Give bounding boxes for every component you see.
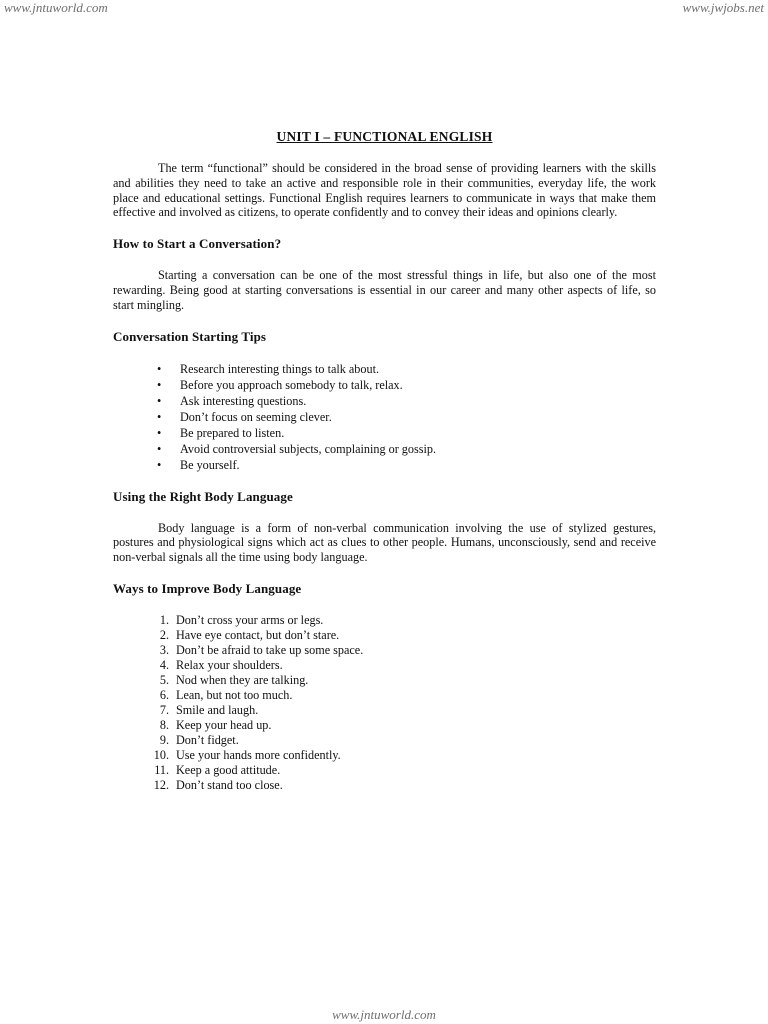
list-item-number: 2. bbox=[159, 627, 169, 642]
list-item-number: 12. bbox=[153, 777, 169, 792]
bullet-icon: • bbox=[157, 425, 162, 440]
watermark-top-left: www.jntuworld.com bbox=[4, 0, 108, 15]
list-item-text: Don’t focus on seeming clever. bbox=[180, 409, 332, 424]
list-item bbox=[113, 673, 656, 688]
improve-body-language-list bbox=[113, 613, 656, 793]
list-item bbox=[113, 778, 656, 793]
list-item bbox=[113, 733, 656, 748]
intro-paragraph: The term “functional” should be considered in the broad sense of providing learners with the skills and abilities they need to take an active and responsible role in their communities, everyday life, the work place and educational settings. Functional English requires learners to communicate in ways that make them effective and involved as citizens, to operate confidently and to convey their ideas and opinions clearly. bbox=[113, 161, 656, 220]
list-item-number: 8. bbox=[159, 717, 169, 732]
list-item-number: 3. bbox=[159, 642, 169, 657]
list-item bbox=[157, 457, 656, 473]
bullet-icon: • bbox=[157, 377, 162, 392]
list-item-number: 5. bbox=[159, 672, 169, 687]
list-item bbox=[113, 718, 656, 733]
bullet-icon: • bbox=[157, 441, 162, 456]
section-heading-start-conversation: How to Start a Conversation? bbox=[113, 236, 282, 252]
body-language-paragraph: Body language is a form of non-verbal communication involving the use of stylized gestures, postures and physiological signs which act as clues to other people. Humans, unconsciously, send and receive non-verbal signals all the time using body language. bbox=[113, 520, 656, 565]
list-item-text: Don’t stand too close. bbox=[176, 777, 283, 792]
list-item-text: Smile and laugh. bbox=[176, 702, 259, 717]
list-item-number: 4. bbox=[159, 657, 169, 672]
list-item-text: Before you approach somebody to talk, relax. bbox=[180, 377, 403, 392]
list-item-text: Don’t fidget. bbox=[176, 732, 239, 747]
list-item bbox=[113, 613, 656, 628]
section-heading-improve-body-language: Ways to Improve Body Language bbox=[113, 580, 302, 596]
watermark-bottom: www.jntuworld.com bbox=[332, 1007, 436, 1022]
list-item-text: Don’t be afraid to take up some space. bbox=[176, 642, 364, 657]
list-item bbox=[157, 441, 656, 457]
list-item-number: 11. bbox=[154, 762, 169, 777]
list-item-text: Keep your head up. bbox=[176, 717, 272, 732]
list-item bbox=[113, 748, 656, 763]
list-item-text: Keep a good attitude. bbox=[176, 762, 281, 777]
list-item-text: Have eye contact, but don’t stare. bbox=[176, 627, 340, 642]
list-item bbox=[113, 658, 656, 673]
watermark-top-right: www.jwjobs.net bbox=[682, 0, 764, 15]
list-item bbox=[113, 643, 656, 658]
list-item-text: Ask interesting questions. bbox=[180, 393, 307, 408]
list-item-text: Avoid controversial subjects, complaining or gossip. bbox=[180, 441, 437, 456]
section-heading-conversation-tips: Conversation Starting Tips bbox=[113, 328, 267, 344]
list-item bbox=[113, 763, 656, 778]
bullet-icon: • bbox=[157, 393, 162, 408]
list-item-number: 6. bbox=[159, 687, 169, 702]
list-item-number: 10. bbox=[153, 747, 169, 762]
section-heading-body-language: Using the Right Body Language bbox=[113, 488, 293, 504]
conversation-tips-list bbox=[113, 361, 656, 473]
list-item bbox=[157, 393, 656, 409]
list-item bbox=[157, 409, 656, 425]
list-item-text: Nod when they are talking. bbox=[176, 672, 309, 687]
list-item bbox=[113, 703, 656, 718]
document-page bbox=[113, 128, 656, 793]
list-item-text: Relax your shoulders. bbox=[176, 657, 283, 672]
list-item bbox=[113, 688, 656, 703]
bullet-icon: • bbox=[157, 361, 162, 376]
list-item-text: Lean, but not too much. bbox=[176, 687, 293, 702]
bullet-icon: • bbox=[157, 409, 162, 424]
list-item bbox=[157, 425, 656, 441]
list-item-number: 9. bbox=[159, 732, 169, 747]
list-item bbox=[113, 628, 656, 643]
list-item bbox=[157, 361, 656, 377]
list-item-text: Be prepared to listen. bbox=[180, 425, 285, 440]
list-item-text: Don’t cross your arms or legs. bbox=[176, 612, 324, 627]
bullet-icon: • bbox=[157, 457, 162, 472]
list-item-text: Research interesting things to talk about. bbox=[180, 361, 380, 376]
list-item-number: 7. bbox=[159, 702, 169, 717]
list-item-text: Be yourself. bbox=[180, 457, 240, 472]
list-item-number: 1. bbox=[159, 612, 169, 627]
list-item-text: Use your hands more confidently. bbox=[176, 747, 341, 762]
list-item bbox=[157, 377, 656, 393]
start-conversation-paragraph: Starting a conversation can be one of the most stressful things in life, but also one of the most rewarding. Being good at starting conversations is essential in our career and many other aspects of life, so start mingling. bbox=[113, 268, 656, 312]
document-title: UNIT I – FUNCTIONAL ENGLISH bbox=[276, 129, 493, 144]
